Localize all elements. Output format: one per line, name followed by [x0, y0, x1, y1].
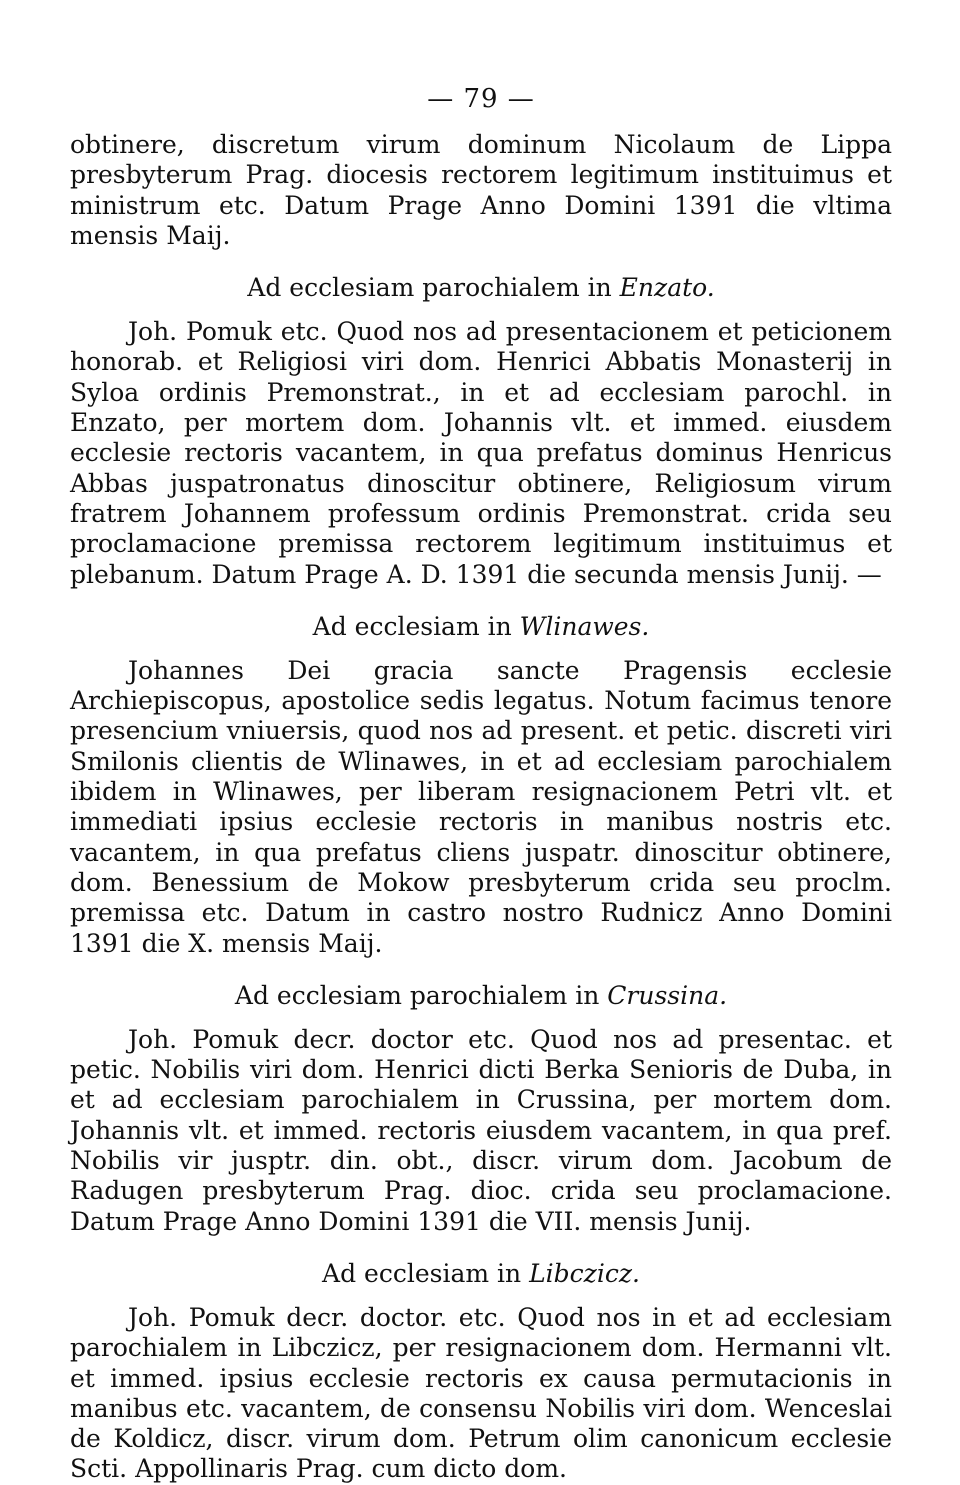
paragraph-continuation: obtinere, discretum virum dominum Nicolaum de Lippa presbyterum Prag. diocesis rectorem legitimum instituimus et ministrum etc. Datum Prage Anno Domini 1391 die vltima mensis Maij.: [70, 130, 892, 250]
section-heading-crussina: [70, 981, 892, 1011]
page-number: — 79 —: [427, 84, 535, 114]
heading-place: Crussina.: [607, 980, 728, 1010]
heading-place: Enzato.: [619, 273, 715, 303]
section-heading-wlinawes: [70, 612, 892, 642]
paragraph-crussina: Joh. Pomuk decr. doctor etc. Quod nos ad presentac. et petic. Nobilis viri dom. Henrici dicti Berka Senioris de Duba, in et ad ecclesiam parochialem in Crussina, per mortem dom. Johannis vlt. et immed. rectoris eiusdem vacantem, in qua pref. Nobilis vir jusptr. din. obt., discr. virum dom. Jacobum de Radugen presbyterum Prag. dioc. crida seu proclamacione. Datum Prage Anno Domini 1391 die VII. mensis Junij.: [70, 1024, 892, 1236]
heading-prefix: Ad ecclesiam in: [322, 1258, 530, 1288]
paragraph-wlinawes: Johannes Dei gracia sancte Pragensis ecclesie Archiepiscopus, apostolice sedis legatus. Notum facimus tenore presencium vniuersis, quod nos ad present. et petic. discreti viri Smilonis clientis de Wlinawes, in et ad ecclesiam parochialem ibidem in Wlinawes, per liberam resignacionem Petri vlt. et immediati ipsius ecclesie rectoris in manibus nostris etc. vacantem, in qua prefatus cliens juspatr. dinoscitur obtinere, dom. Benessium de Mokow presbyterum crida seu proclm. premissa etc. Datum in castro nostro Rudnicz Anno Domini 1391 die X. mensis Maij.: [70, 655, 892, 958]
page: [70, 82, 892, 1485]
section-heading-libczicz: [70, 1259, 892, 1289]
paragraph-enzato: Joh. Pomuk etc. Quod nos ad presentacionem et peticionem honorab. et Religiosi viri dom. Henrici Abbatis Monasterij in Syloa ordinis Premonstrat., in et ad ecclesiam parochl. in Enzato, per mortem dom. Johannis vlt. et immed. eiusdem ecclesie rectoris vacantem, in qua prefatus dominus Henricus Abbas juspatronatus dinoscitur obtinere, Religiosum virum fratrem Johannem professum ordinis Premonstrat. crida seu proclamacione premissa rectorem legitimum instituimus et plebanum. Datum Prage A. D. 1391 die secunda mensis Junij. —: [70, 317, 892, 589]
section-heading-enzato: [70, 273, 892, 303]
heading-place: Libczicz.: [529, 1258, 640, 1288]
paragraph-libczicz: Joh. Pomuk decr. doctor. etc. Quod nos in et ad ecclesiam parochialem in Libczicz, per resignacionem dom. Hermanni vlt. et immed. ipsius ecclesie rectoris ex causa permutacionis in manibus etc. vacantem, de consensu Nobilis viri dom. Wenceslai de Koldicz, discr. virum dom. Petrum olim canonicum ecclesie Scti. Appollinaris Prag. cum dicto dom.: [70, 1302, 892, 1484]
heading-prefix: Ad ecclesiam in: [312, 611, 520, 641]
heading-prefix: Ad ecclesiam parochialem in: [247, 273, 620, 303]
heading-prefix: Ad ecclesiam parochialem in: [234, 980, 608, 1010]
heading-place: Wlinawes.: [519, 611, 650, 641]
